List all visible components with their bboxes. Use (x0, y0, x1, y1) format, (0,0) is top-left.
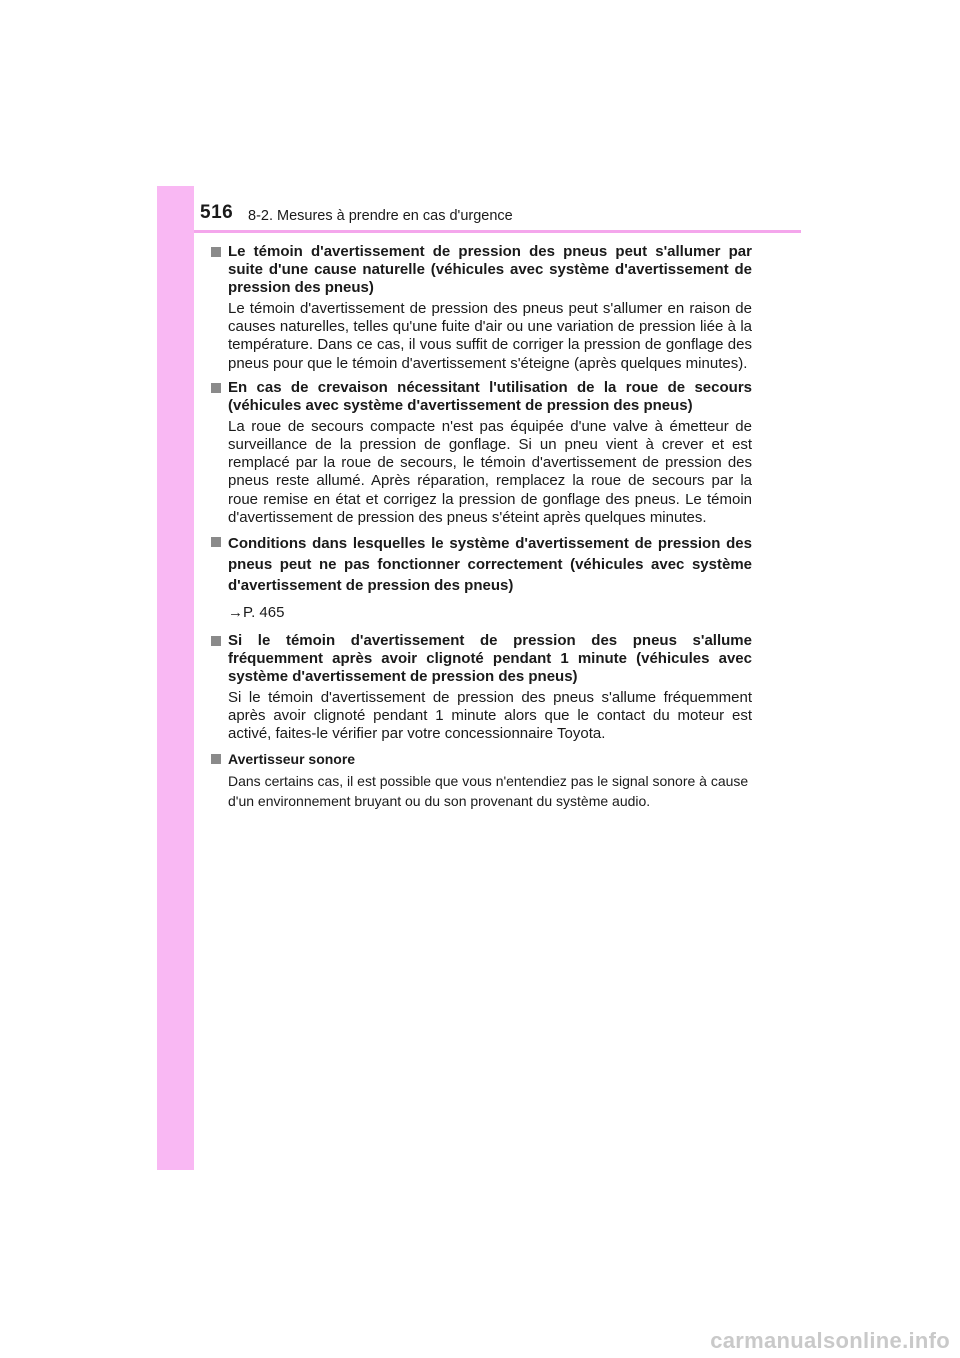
entry-body: Le témoin d'avertissement de pression des pneus peut s'allumer en raison de causes naturelles, telles qu'une fuite d'air ou une variation de pression liée à la température. Dans ce cas, il vous suffit de corriger la pression de gonflage des pneus pour que le témoin d'avertissement s'éteigne (après quelques minutes). (228, 300, 752, 372)
page-content (211, 243, 752, 817)
entry-heading (211, 533, 752, 596)
page-number: 516 (200, 202, 234, 223)
chapter-side-band (157, 186, 194, 1170)
entry-heading-text: Le témoin d'avertissement de pression des pneus peut s'allumer par suite d'une cause naturelle (véhicules avec système d'avertissement de pression des pneus) (228, 243, 752, 296)
entry-system-conditions (211, 533, 752, 622)
entry-heading-text: Avertisseur sonore (228, 750, 356, 767)
entry-heading (211, 750, 752, 768)
entry-body: Dans certains cas, il est possible que vous n'entendiez pas le signal sonore à cause d'un environnement bruyant ou du son provenant du système audio. (228, 772, 749, 809)
square-bullet-icon (211, 383, 221, 393)
entry-body: La roue de secours compacte n'est pas équipée d'une valve à émetteur de surveillance de la pression de gonflage. Si un pneu vient à crever et est remplacé par la roue de secours, le témoin d'avertissement de pression des pneus reste allumé. Après réparation, remplacez la roue de secours par la roue remise en état et corrigez la pression de gonflage des pneus. Le témoin d'avertissement de pression des pneus s'éteint après quelques minutes. (228, 417, 752, 526)
square-bullet-icon (211, 636, 221, 646)
square-bullet-icon (211, 754, 221, 764)
entry-body: Si le témoin d'avertissement de pression des pneus s'allume fréquemment après avoir clignoté pendant 1 minute alors que le contact du moteur est activé, faites-le vérifier par votre concessionnaire Toyota. (228, 689, 752, 743)
square-bullet-icon (211, 537, 221, 547)
site-watermark: carmanualsonline.info (710, 1328, 950, 1353)
entry-heading (211, 379, 752, 415)
entry-frequent-warning (211, 632, 752, 744)
entry-spare-tire (211, 379, 752, 527)
section-title: 8-2. Mesures à prendre en cas d'urgence (248, 208, 513, 224)
entry-buzzer (211, 750, 752, 811)
entry-heading-text: En cas de crevaison nécessitant l'utilisation de la roue de secours (véhicules avec système d'avertissement de pression des pneus) (228, 378, 752, 414)
entry-heading (211, 632, 752, 686)
square-bullet-icon (211, 247, 221, 257)
entry-heading (211, 243, 752, 297)
entry-tpms-natural-cause (211, 243, 752, 373)
header-rule (194, 230, 801, 233)
entry-heading-text: Si le témoin d'avertissement de pression des pneus s'allume fréquemment après avoir clignoté pendant 1 minute (véhicules avec système d'avertissement de pression des pneus) (228, 632, 752, 686)
page-reference-link[interactable]: →P. 465 (228, 604, 285, 622)
entry-heading-text: Conditions dans lesquelles le système d'avertissement de pression des pneus peut ne pas fonctionner correctement (véhicules avec système d'avertissement de pression des pneus) (228, 535, 752, 595)
